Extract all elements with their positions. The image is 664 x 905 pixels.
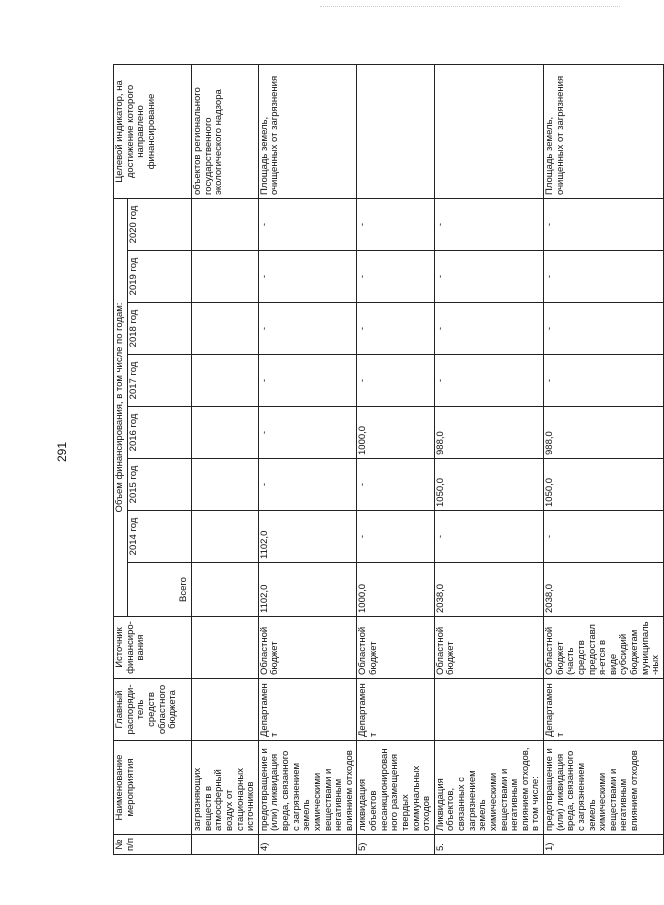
header-year-2017: 2017 год [128,355,192,407]
row-year-2015: 1050,0 [544,459,664,511]
row-year-2014: - [357,511,434,563]
row-year-2020 [192,198,259,250]
header-year-2018: 2018 год [128,303,192,355]
row-name: предотвращение и (или) ликвидация вреда, связанного с загрязнением земель химическими веществами и негативным влиянием отходов [258,741,357,835]
row-num: 4) [258,835,357,855]
row-total: 1102,0 [258,563,357,617]
row-admin: Департамент [357,679,434,741]
header-admin: Главный распоряди-тель средств областного бюджета [114,679,192,741]
header-year-2019: 2019 год [128,251,192,303]
row-year-2019: - [544,251,664,303]
row-year-2020: - [434,198,543,250]
header-volume: Объем финансирования, в том числе по годам: [114,198,128,616]
row-year-2014: - [544,511,664,563]
row-year-2015: 1050,0 [434,459,543,511]
row-source: Областной бюджет [434,617,543,679]
row-source: Областной бюджет (часть средств предоставля-ется в виде субсидий бюджетам муниципаль-ных [544,617,664,679]
header-row-1 [114,64,128,854]
row-year-2020: - [258,198,357,250]
row-year-2020: - [544,198,664,250]
row-year-2015: - [258,459,357,511]
header-source: Источник финансиро-вания [114,617,192,679]
row-year-2016: 1000,0 [357,407,434,459]
row-year-2017: - [357,355,434,407]
row-year-2017 [192,355,259,407]
row-name: ликвидация объектов несанкционированного размещения твердых коммунальных отходов [357,741,434,835]
table-row [357,64,434,854]
row-year-2018: - [544,303,664,355]
row-year-2019: - [357,251,434,303]
row-admin: Департамент [258,679,357,741]
financing-table [113,64,664,855]
row-num: 1) [544,835,664,855]
header-total: Всего [128,563,192,617]
rotated-table-wrapper [113,65,662,855]
row-year-2018: - [434,303,543,355]
row-year-2015: - [357,459,434,511]
row-num: 5. [434,835,543,855]
row-year-2019 [192,251,259,303]
header-indicator: Целевой индикатор, на достижение которого направлено финансирование [114,64,192,198]
header-year-2014: 2014 год [128,511,192,563]
row-num: 5) [357,835,434,855]
row-name: Ликвидация объектов, связанных с загрязнением земель химическими веществами и негативным влиянием отходов, в том числе: [434,741,543,835]
row-admin [434,679,543,741]
row-year-2020: - [357,198,434,250]
row-total [192,563,259,617]
row-indicator [357,64,434,198]
row-year-2018: - [357,303,434,355]
row-indicator: объектов регионального государственного экологического надзора [192,64,259,198]
row-total: 2038,0 [544,563,664,617]
row-year-2019: - [258,251,357,303]
header-year-2020: 2020 год [128,198,192,250]
row-source: Областной бюджет [258,617,357,679]
row-year-2017: - [544,355,664,407]
row-total: 2038,0 [434,563,543,617]
row-admin [192,679,259,741]
page-number: 291 [55,441,69,463]
scan-artifact [320,6,620,10]
row-year-2015 [192,459,259,511]
row-name: предотвращение и (или) ликвидация вреда, связанного с загрязнением земель химическими веществами и негативным влиянием отходов [544,741,664,835]
row-year-2016: 988,0 [544,407,664,459]
row-num [192,835,259,855]
row-year-2014: 1102,0 [258,511,357,563]
table-row [544,64,664,854]
row-year-2019: - [434,251,543,303]
row-year-2014: - [434,511,543,563]
row-source [192,617,259,679]
row-admin: Департамент [544,679,664,741]
row-source: Областной бюджет [357,617,434,679]
table-row [192,64,259,854]
table-row [258,64,357,854]
row-indicator: Площадь земель, очищенных от загрязнения [258,64,357,198]
row-indicator [434,64,543,198]
row-year-2018: - [258,303,357,355]
row-indicator: Площадь земель, очищенных от загрязнения [544,64,664,198]
row-year-2014 [192,511,259,563]
header-year-2015: 2015 год [128,459,192,511]
row-year-2017: - [258,355,357,407]
row-name: загрязняющих веществ в атмосферный воздух от стационарных источников [192,741,259,835]
table-row [434,64,543,854]
row-year-2016 [192,407,259,459]
row-year-2016: 988,0 [434,407,543,459]
header-year-2016: 2016 год [128,407,192,459]
row-year-2018 [192,303,259,355]
row-year-2016: - [258,407,357,459]
header-name: Наименование мероприятия [114,741,192,835]
row-year-2017: - [434,355,543,407]
row-total: 1000,0 [357,563,434,617]
header-num: № п/п [114,835,192,855]
